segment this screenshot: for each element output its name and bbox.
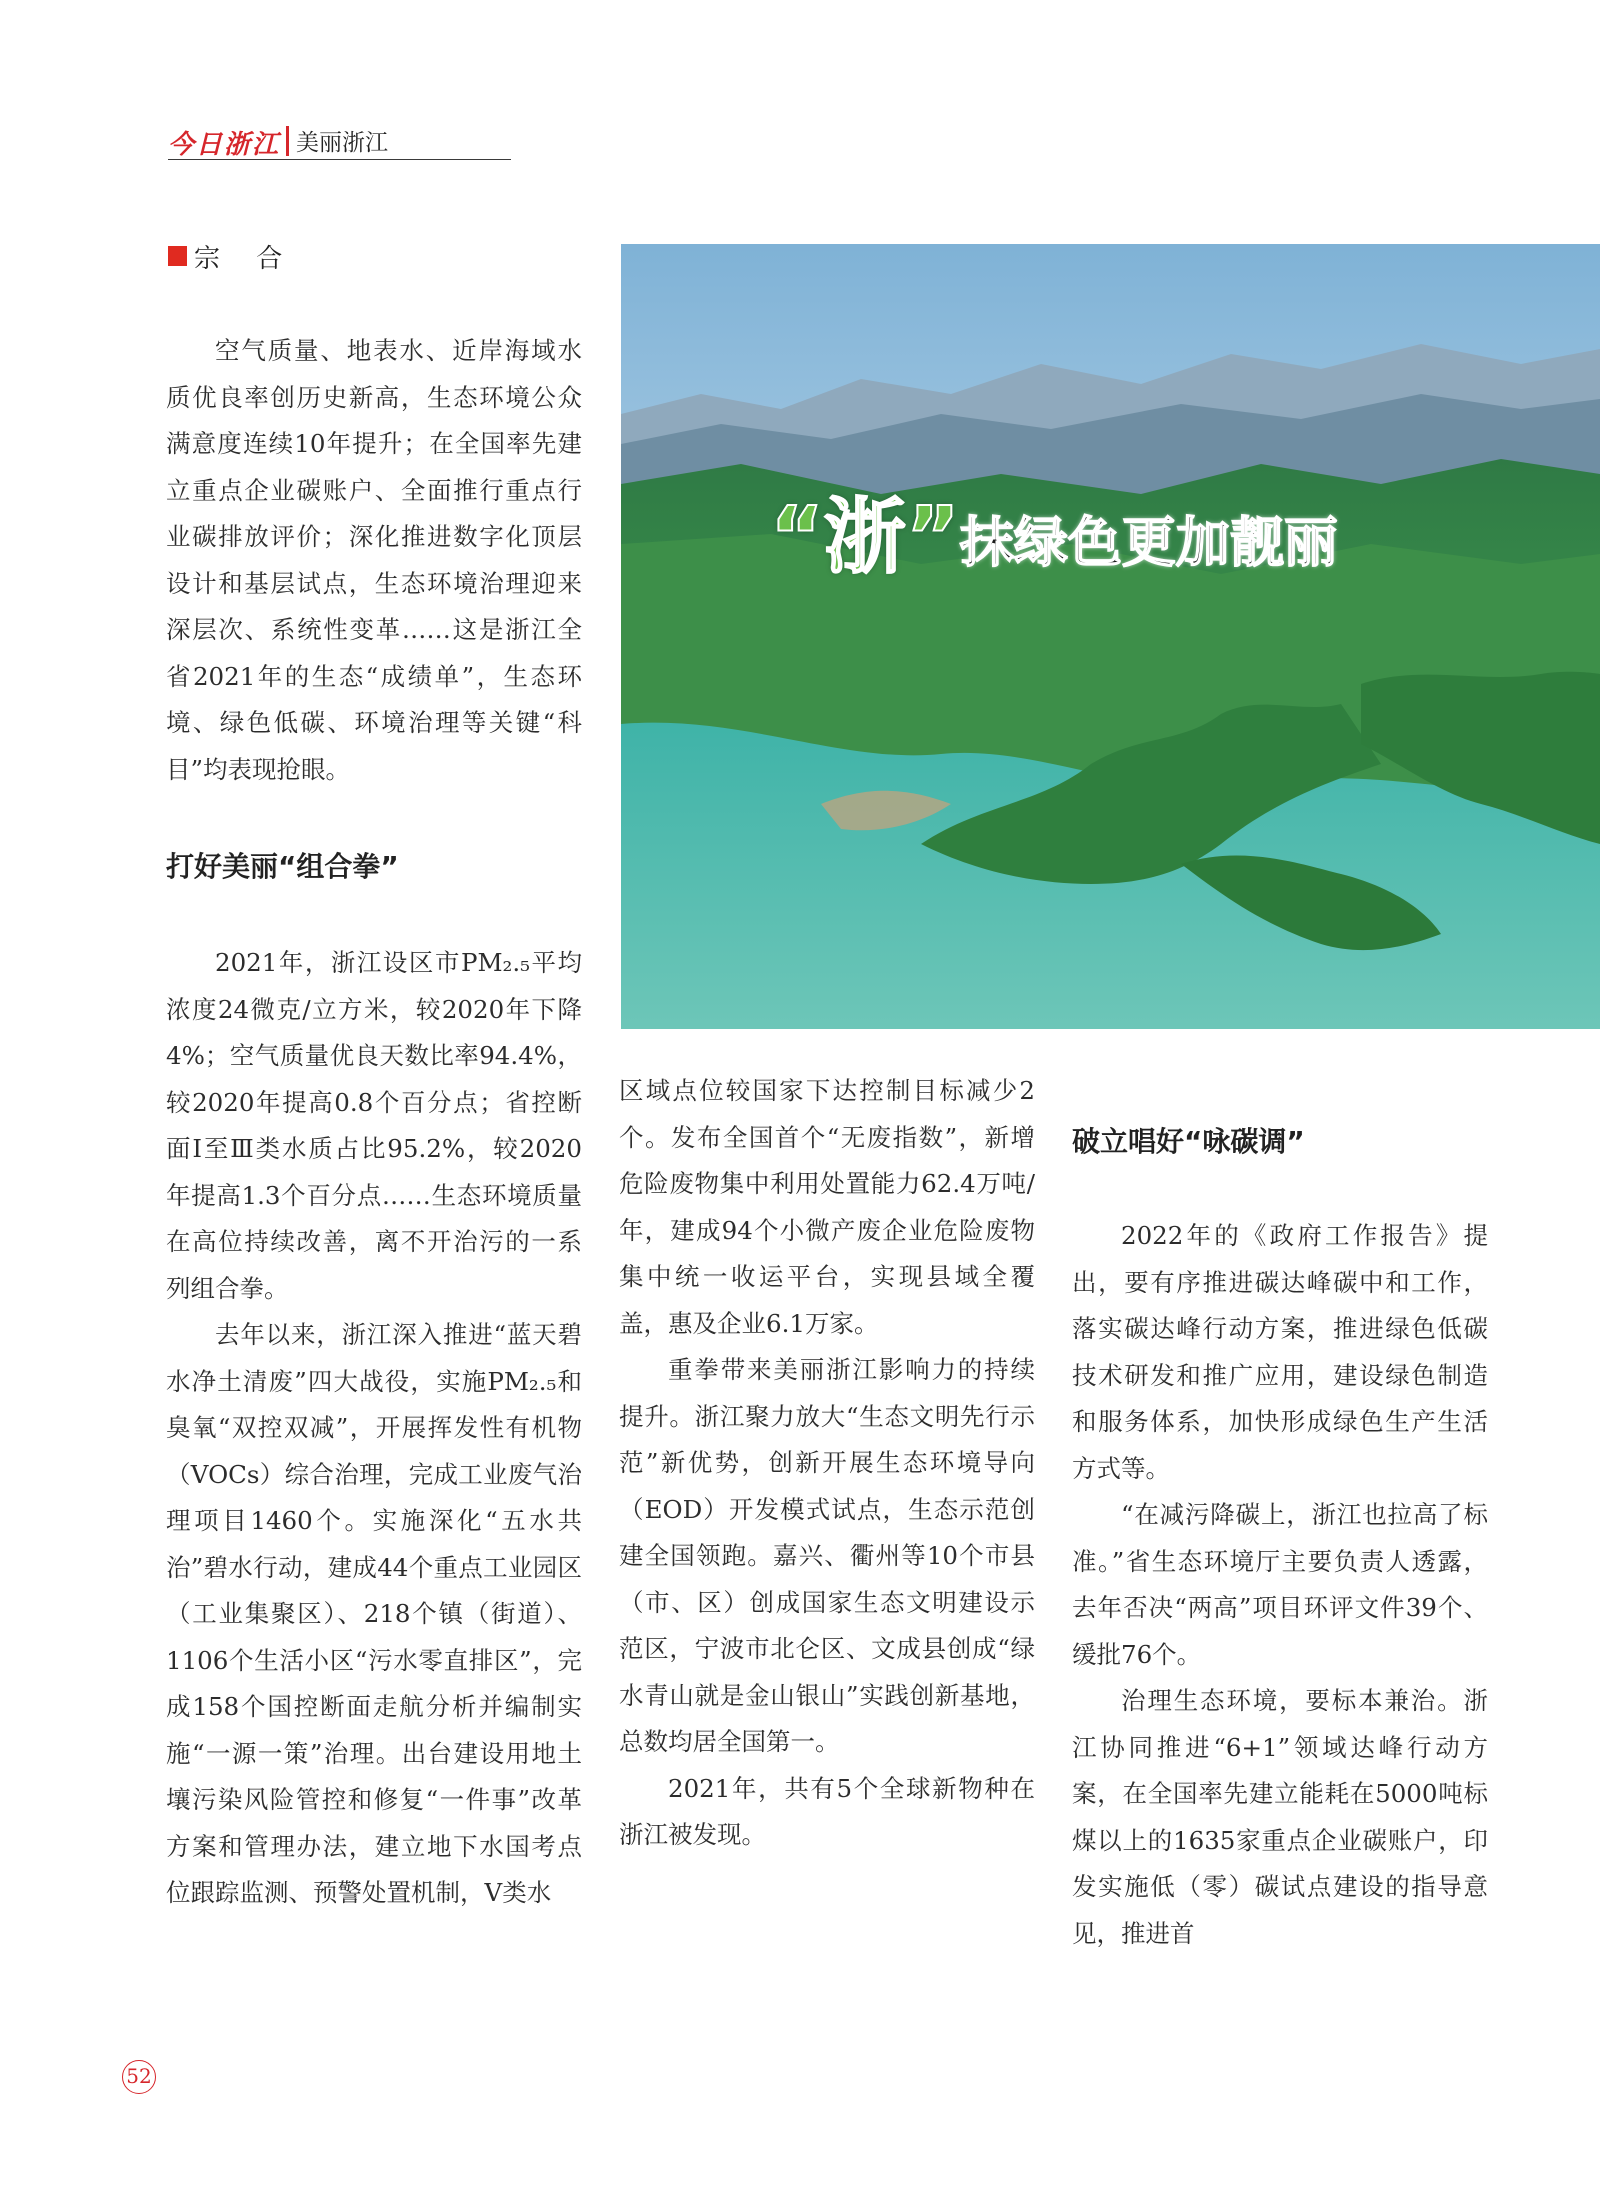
body-paragraph: 区域点位较国家下达控制目标减少2个。发布全国首个“无废指数”，新增危险废物集中利用处置能力62.4万吨/年，建成94个小微产废企业危险废物集中统一收运平台，实现县域全覆盖，惠及企业6.1万家。 <box>619 1076 1035 1338</box>
author-marker <box>168 246 187 266</box>
body-paragraph: 2021年，共有5个全球新物种在浙江被发现。 <box>619 1773 1035 1849</box>
body-paragraph: “在减污降碳上，浙江也拉高了标准。”省生态环境厅主要负责人透露，去年否决“两高”项目环评文件39个、缓批76个。 <box>1072 1500 1488 1669</box>
body-paragraph: 2022年的《政府工作报告》提出，要有序推进碳达峰碳中和工作，落实碳达峰行动方案，推进绿色低碳技术研发和推广应用，建设绿色制造和服务体系，加快形成绿色生产生活方式等。 <box>1072 1221 1488 1483</box>
subhead-2: 破立唱好“咏碳调” <box>1072 1125 1305 1158</box>
body-paragraph: 去年以来，浙江深入推进“蓝天碧水净土清废”四大战役，实施PM₂.₅和臭氧“双控双减”，开展挥发性有机物（VOCs）综合治理，完成工业废气治理项目1460个。实施深化“五水共治”碧水行动，建成44个重点工业园区（工业集聚区）、218个镇（街道）、1106个生活小区“污水零直排区”，完成158个国控断面走航分析并编制实施“一源一策”治理。出台建设用地土壤污染风险管控和修复“一件事”改革方案和管理办法，建立地下水国考点位跟踪监测、预警处置机制，Ⅴ类水 <box>166 1320 582 1907</box>
headline-highlight: “浙” <box>770 490 960 585</box>
lake-aerial-photo <box>621 244 1600 1029</box>
magazine-logo: 今日浙江 <box>168 130 281 160</box>
body-paragraph: 重拳带来美丽浙江影响力的持续提升。浙江聚力放大“生态文明先行示范”新优势，创新开展生态环境导向（EOD）开发模式试点，生态示范创建全国领跑。嘉兴、衢州等10个市县（市、区）创成国家生态文明建设示范区，宁波市北仑区、文成县创成“绿水青山就是金山银山”实践创新基地，总数均居全国第一。 <box>619 1355 1035 1756</box>
page-number: 52 <box>122 2060 156 2094</box>
landscape-illustration <box>621 244 1600 1029</box>
column-3-body <box>1072 1213 1488 1957</box>
article-headline <box>770 472 1338 589</box>
column-2-body <box>619 1068 1035 1859</box>
header-divider <box>286 126 289 156</box>
intro-paragraph: 空气质量、地表水、近岸海域水质优良率创历史新高，生态环境公众满意度连续10年提升；在全国率先建立重点企业碳账户、全面推行重点行业碳排放评价；深化推进数字化顶层设计和基层试点，生态环境治理迎来深层次、系统性变革……这是浙江全省2021年的生态“成绩单”，生态环境、绿色低碳、环境治理等关键“科目”均表现抢眼。 <box>166 336 582 784</box>
body-paragraph: 治理生态环境，要标本兼治。浙江协同推进“6+1”领域达峰行动方案，在全国率先建立能耗在5000吨标煤以上的1635家重点企业碳账户，印发实施低（零）碳试点建设的指导意见，推进首 <box>1072 1686 1488 1948</box>
column-1-intro <box>166 328 582 793</box>
body-paragraph: 2021年，浙江设区市PM₂.₅平均浓度24微克/立方米，较2020年下降4%；空气质量优良天数比率94.4%，较2020年提高0.8个百分点；省控断面Ⅰ至Ⅲ类水质占比95.2%，较2020年提高1.3个百分点……生态环境质量在高位持续改善，离不开治污的一系列组合拳。 <box>166 948 582 1303</box>
column-1-body <box>166 940 582 1917</box>
author-name: 宗 合 <box>194 244 297 274</box>
section-name: 美丽浙江 <box>296 130 388 156</box>
headline-rest: 抹绿色更加靓丽 <box>959 511 1338 574</box>
subhead-1: 打好美丽“组合拳” <box>166 850 399 883</box>
page-header <box>168 120 511 160</box>
